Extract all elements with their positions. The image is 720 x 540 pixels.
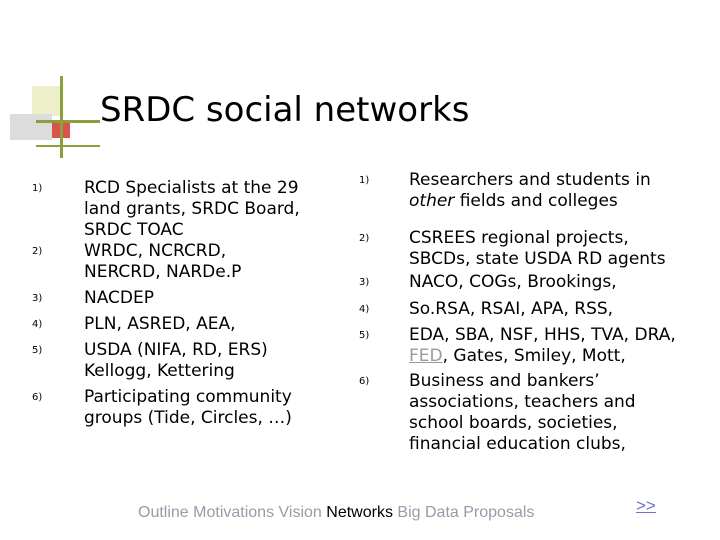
list-item-text: Participating community (84, 387, 292, 407)
left-network-list (32, 178, 324, 429)
right-network-list (359, 170, 709, 455)
slide-title: SRDC social networks (100, 90, 470, 130)
next-slide-link[interactable]: >> (636, 496, 656, 515)
list-number: 1) (32, 183, 43, 194)
list-item-text: SBCDs, state USDA RD agents (409, 249, 666, 269)
list-number: 2) (32, 246, 43, 257)
list-number: 6) (359, 376, 370, 387)
title-ornament-square (10, 114, 52, 140)
list-item-text: SRDC TOAC (84, 220, 184, 240)
list-item-text: CSREES regional projects, (409, 228, 629, 248)
title-ornament-line (36, 120, 100, 123)
list-item-text: Kellogg, Kettering (84, 361, 235, 381)
list-item-text: Business and bankers’ (409, 371, 600, 391)
list-item-text: school boards, societies, (409, 413, 618, 433)
list-item-text (409, 191, 709, 212)
list-item (32, 340, 324, 382)
list-item (359, 228, 709, 270)
list-item-text: RCD Specialists at the 29 (84, 178, 299, 198)
list-number: 1) (359, 175, 370, 186)
list-number: 5) (359, 330, 370, 341)
footer-nav (138, 503, 534, 523)
list-item-text: associations, teachers and (409, 392, 636, 412)
list-item (359, 371, 709, 455)
list-item-text: EDA, SBA, NSF, HHS, TVA, DRA, (409, 325, 676, 345)
list-item (32, 314, 324, 335)
footer-nav-vision[interactable]: Vision (278, 504, 322, 521)
list-item-text: WRDC, NCRCRD, (84, 241, 227, 261)
list-item (359, 325, 709, 367)
list-item-text: fields and colleges (454, 191, 618, 211)
list-item-text: PLN, ASRED, AEA, (84, 314, 236, 334)
list-item (359, 272, 709, 293)
footer-nav-outline[interactable]: Outline (138, 504, 189, 521)
list-number: 3) (359, 277, 370, 288)
list-item (359, 299, 709, 320)
list-item-text: NACDEP (84, 288, 155, 308)
list-item-text: NERCRD, NARDe.P (84, 262, 242, 282)
list-number: 6) (32, 392, 43, 403)
list-item (32, 288, 324, 309)
list-item-text (409, 346, 709, 367)
title-ornament-square (32, 86, 62, 116)
list-number: 2) (359, 233, 370, 244)
emphasis-text: other (409, 191, 455, 211)
list-item (32, 387, 324, 429)
footer-nav-big-data[interactable]: Big Data (397, 504, 459, 521)
list-item-text: So.RSA, RSAI, APA, RSS, (409, 299, 614, 319)
list-item (359, 170, 709, 212)
list-number: 4) (32, 319, 43, 330)
list-number: 5) (32, 345, 43, 356)
title-ornament-line (36, 145, 100, 147)
list-item-text: groups (Tide, Circles, …) (84, 408, 292, 428)
list-item-text: NACO, COGs, Brookings, (409, 272, 617, 292)
footer-nav-motivations[interactable]: Motivations (193, 504, 275, 521)
list-item (32, 178, 324, 241)
list-item-text: land grants, SRDC Board, (84, 199, 300, 219)
list-item-text: , Gates, Smiley, Mott, (442, 346, 626, 366)
footer-nav-proposals[interactable]: Proposals (463, 504, 535, 521)
list-number: 3) (32, 293, 43, 304)
list-number: 4) (359, 304, 370, 315)
fed-link[interactable]: FED (409, 346, 443, 366)
list-item-text: financial education clubs, (409, 434, 626, 454)
footer-nav-networks[interactable]: Networks (326, 504, 393, 521)
list-item (32, 241, 324, 283)
list-item-text: USDA (NIFA, RD, ERS) (84, 340, 268, 360)
list-item-text: Researchers and students in (409, 170, 651, 190)
